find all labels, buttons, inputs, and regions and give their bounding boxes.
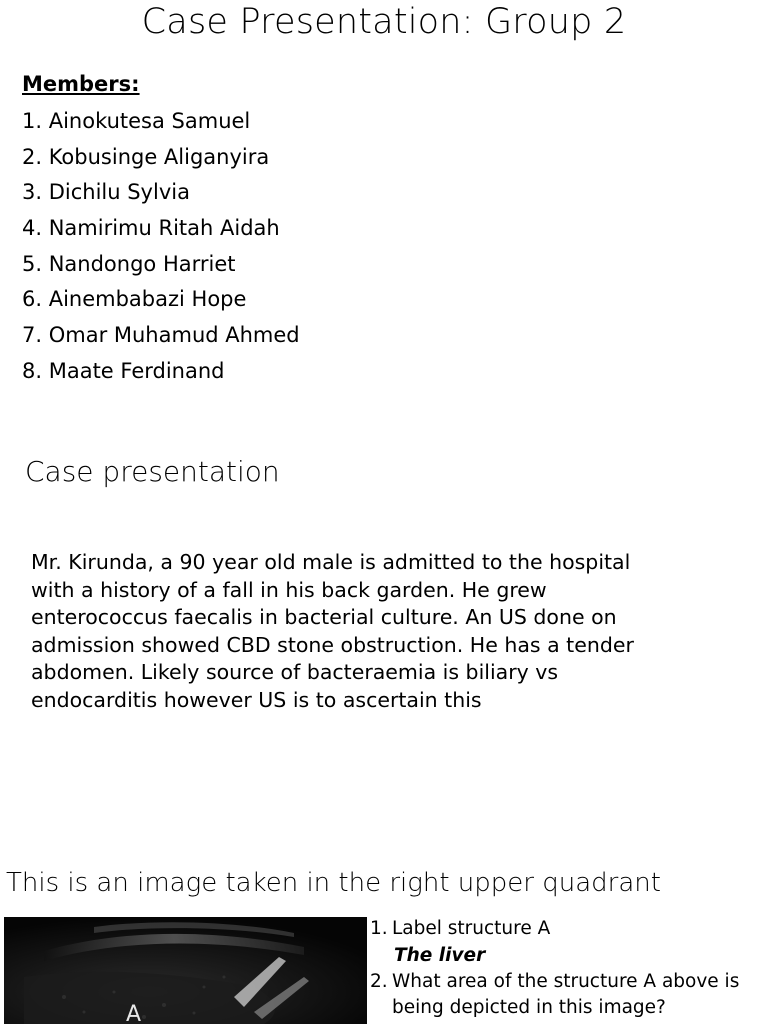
member-item: 2. Kobusinge Aliganyira bbox=[22, 144, 270, 169]
members-list bbox=[22, 106, 300, 392]
question-number: 1. bbox=[370, 918, 388, 939]
members-heading: Members: bbox=[22, 72, 140, 96]
question-number: 2. bbox=[370, 971, 388, 992]
member-item: 7. Omar Muhamud Ahmed bbox=[22, 323, 300, 348]
page-title: Case Presentation: Group 2 bbox=[141, 2, 627, 42]
member-item: 4. Namirimu Ritah Aidah bbox=[22, 216, 280, 241]
question-answer: The liver bbox=[394, 945, 486, 966]
member-item: 6. Ainembabazi Hope bbox=[22, 287, 247, 312]
image-caption: This is an image taken in the right upper quadrant bbox=[6, 868, 661, 898]
question-text: Label structure A bbox=[392, 918, 551, 939]
member-item: 3. Dichilu Sylvia bbox=[22, 180, 190, 205]
member-item: 8. Maate Ferdinand bbox=[22, 358, 225, 383]
case-description: Mr. Kirunda, a 90 year old male is admitted to the hospital with a history of a fall in his back garden. He grew enterococcus faecalis in bacterial culture. An US done on admission showed CBD stone obstruction. He has a tender abdomen. Likely source of bacteraemia is biliary vs endocarditis however US is to ascertain this bbox=[31, 550, 634, 712]
question-item bbox=[370, 969, 765, 1021]
question-text: What area of the structure A above is being depicted in this image? bbox=[392, 971, 740, 1018]
member-item: 1. Ainokutesa Samuel bbox=[22, 109, 251, 133]
structure-label-a: A bbox=[126, 1002, 142, 1024]
question-item bbox=[370, 916, 765, 942]
ultrasound-scan-graphic bbox=[4, 917, 367, 1024]
member-item: 5. Nandongo Harriet bbox=[22, 251, 236, 276]
question-list bbox=[370, 916, 765, 1021]
ultrasound-image bbox=[4, 917, 367, 1024]
case-presentation-heading: Case presentation bbox=[25, 455, 280, 488]
